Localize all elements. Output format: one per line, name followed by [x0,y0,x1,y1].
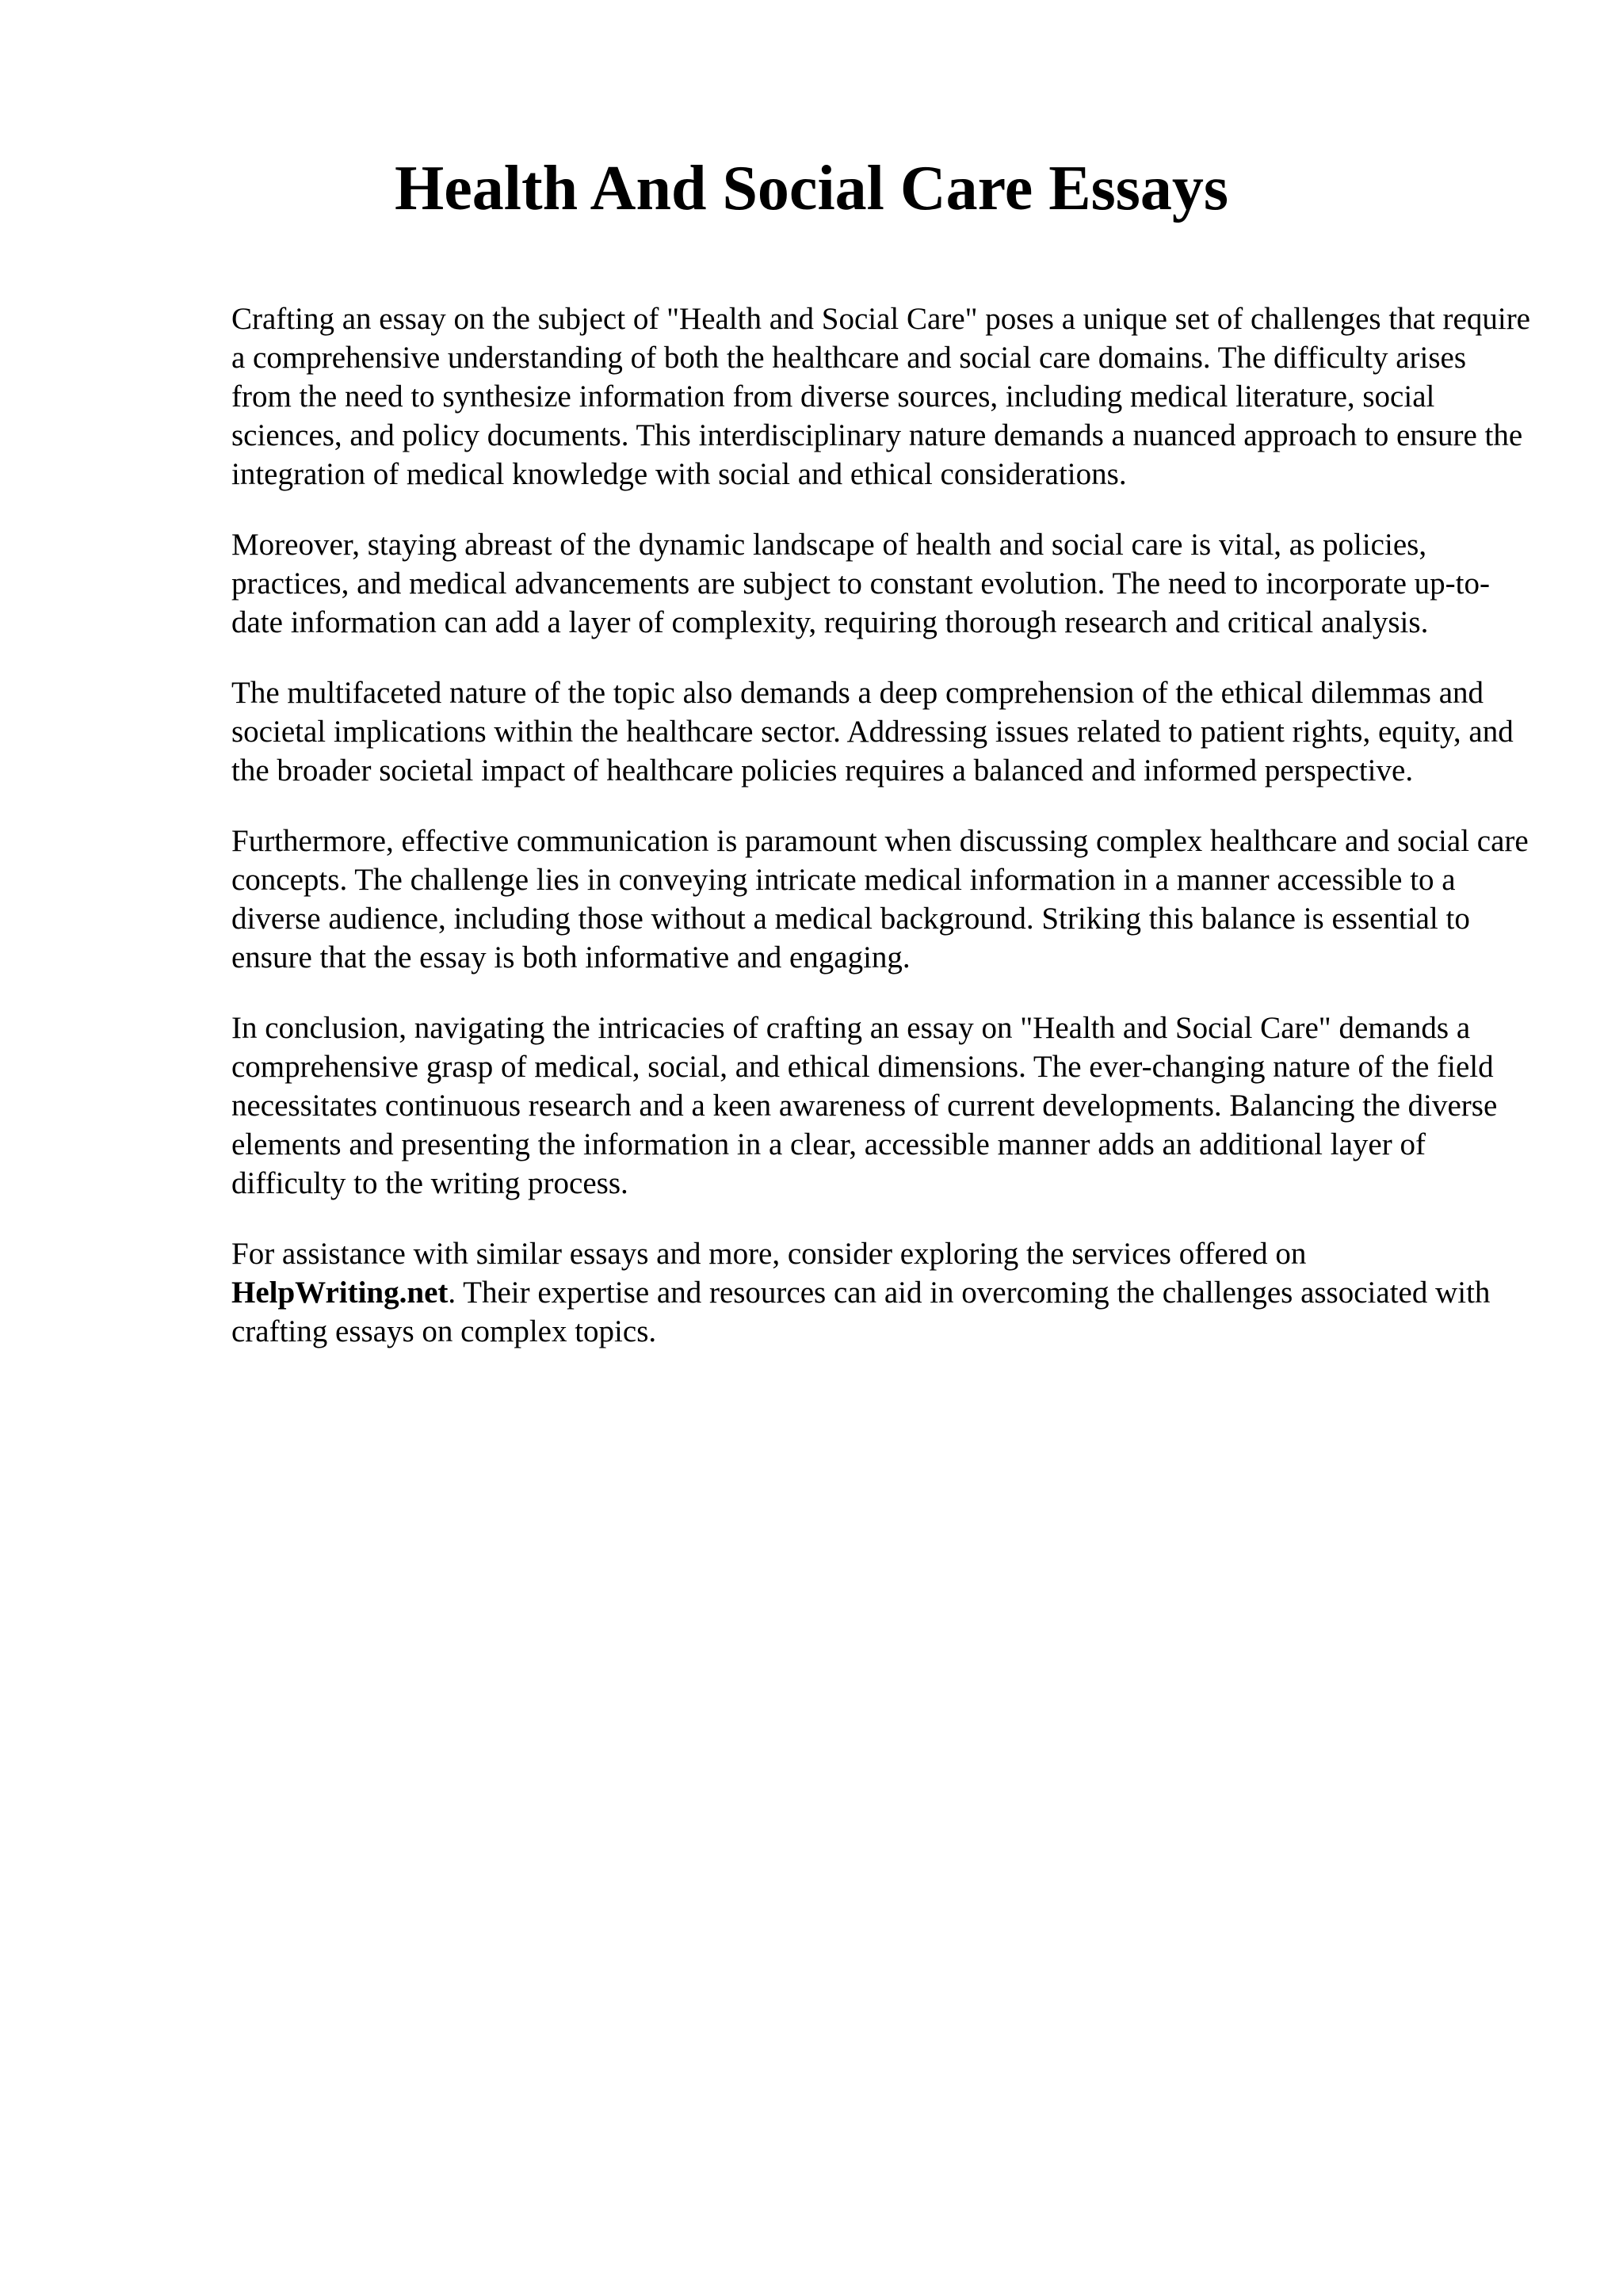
paragraph-3: The multifaceted nature of the topic also demands a deep comprehension of the ethical dilemmas and societal implications within the healthcare sector. Addressing issues related to patient rights, equity, and the broader societal impact of healthcare policies requires a balanced and informed perspective. [231,676,1514,788]
paragraph-1: Crafting an essay on the subject of "Health and Social Care" poses a unique set of challenges that require a comprehensive understanding of both the healthcare and social care domains. The difficulty arises from the need to synthesize information from diverse sources, including medical literature, social sciences, and policy documents. This interdisciplinary nature demands a nuanced approach to ensure the integration of medical knowledge with social and ethical considerations. [231,302,1530,491]
paragraph-5: In conclusion, navigating the intricacies of crafting an essay on "Health and Social Care" demands a comprehensive grasp of medical, social, and ethical dimensions. The ever-changing nature of the field necessitates continuous research and a keen awareness of current developments. Balancing the diverse elements and presenting the information in a clear, accessible manner adds an additional layer of difficulty to the writing process. [231,1011,1498,1200]
essay-body [231,299,1531,1383]
closing-paragraph [231,1234,1531,1351]
closing-text-end: . Their expertise and resources can aid in overcoming the challenges associated with crafting essays on complex topics. [231,1276,1491,1348]
paragraph-2: Moreover, staying abreast of the dynamic landscape of health and social care is vital, as policies, practices, and medical advancements are subject to constant evolution. The need to incorporate up-to-date information can add a layer of complexity, requiring thorough research and critical analysis. [231,528,1490,639]
closing-text-start: For assistance with similar essays and more, consider exploring the services offered on [231,1237,1307,1271]
paragraph-4: Furthermore, effective communication is paramount when discussing complex healthcare and social care concepts. The challenge lies in conveying intricate medical information in a manner accessible to a diverse audience, including those without a medical background. Striking this balance is essential to ensure that the essay is both informative and engaging. [231,824,1529,974]
page-title: Health And Social Care Essays [395,154,1228,223]
brand-link[interactable]: HelpWriting.net [231,1276,449,1310]
